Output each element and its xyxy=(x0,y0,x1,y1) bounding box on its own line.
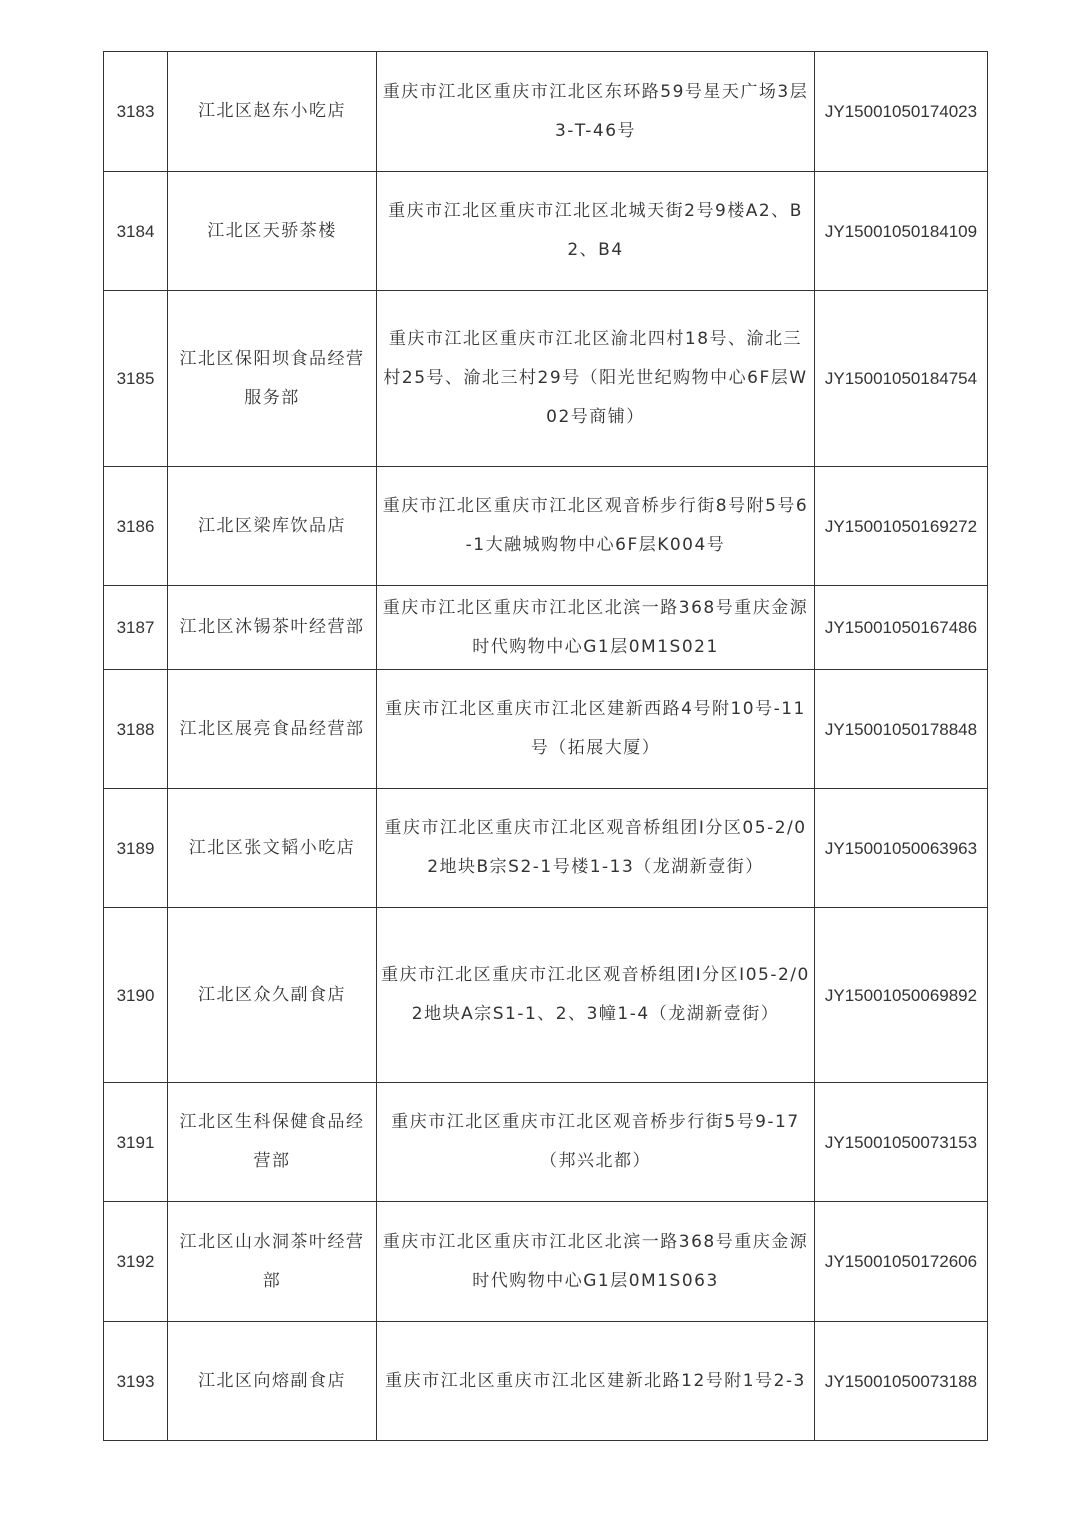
license-number: JY15001050069892 xyxy=(815,908,988,1083)
license-number: JY15001050073188 xyxy=(815,1322,988,1441)
row-number: 3190 xyxy=(104,908,168,1083)
business-address: 重庆市江北区重庆市江北区东环路59号星天广场3层3-T-46号 xyxy=(377,52,815,172)
license-number: JY15001050073153 xyxy=(815,1083,988,1202)
business-address: 重庆市江北区重庆市江北区北城天街2号9楼A2、B2、B4 xyxy=(377,172,815,291)
business-name: 江北区保阳坝食品经营服务部 xyxy=(168,291,377,467)
row-number: 3191 xyxy=(104,1083,168,1202)
business-name: 江北区山水洞茶叶经营部 xyxy=(168,1202,377,1322)
business-address: 重庆市江北区重庆市江北区建新北路12号附1号2-3 xyxy=(377,1322,815,1441)
business-address: 重庆市江北区重庆市江北区观音桥组团I分区05-2/02地块B宗S2-1号楼1-13（龙湖新壹街） xyxy=(377,789,815,908)
business-name: 江北区众久副食店 xyxy=(168,908,377,1083)
table-row xyxy=(104,52,988,172)
business-name: 江北区梁库饮品店 xyxy=(168,467,377,586)
row-number: 3187 xyxy=(104,586,168,670)
license-number: JY15001050169272 xyxy=(815,467,988,586)
table-row xyxy=(104,1202,988,1322)
business-name: 江北区沐锡茶叶经营部 xyxy=(168,586,377,670)
license-number: JY15001050184754 xyxy=(815,291,988,467)
business-address: 重庆市江北区重庆市江北区渝北四村18号、渝北三村25号、渝北三村29号（阳光世纪购物中心6F层W02号商铺） xyxy=(377,291,815,467)
row-number: 3183 xyxy=(104,52,168,172)
row-number: 3192 xyxy=(104,1202,168,1322)
business-name: 江北区张文韬小吃店 xyxy=(168,789,377,908)
business-name: 江北区赵东小吃店 xyxy=(168,52,377,172)
row-number: 3186 xyxy=(104,467,168,586)
row-number: 3188 xyxy=(104,670,168,789)
table-row xyxy=(104,586,988,670)
row-number: 3193 xyxy=(104,1322,168,1441)
business-address: 重庆市江北区重庆市江北区观音桥组团I分区I05-2/02地块A宗S1-1、2、3幢1-4（龙湖新壹街） xyxy=(377,908,815,1083)
business-name: 江北区展亮食品经营部 xyxy=(168,670,377,789)
registry-table xyxy=(103,51,988,1441)
business-name: 江北区天骄茶楼 xyxy=(168,172,377,291)
business-address: 重庆市江北区重庆市江北区建新西路4号附10号-11号（拓展大厦） xyxy=(377,670,815,789)
business-name: 江北区生科保健食品经营部 xyxy=(168,1083,377,1202)
table-row xyxy=(104,467,988,586)
table-row xyxy=(104,1322,988,1441)
table-row xyxy=(104,789,988,908)
table-row xyxy=(104,291,988,467)
business-address: 重庆市江北区重庆市江北区观音桥步行街8号附5号6-1大融城购物中心6F层K004号 xyxy=(377,467,815,586)
license-number: JY15001050174023 xyxy=(815,52,988,172)
row-number: 3184 xyxy=(104,172,168,291)
table-row xyxy=(104,1083,988,1202)
table-row xyxy=(104,172,988,291)
license-number: JY15001050167486 xyxy=(815,586,988,670)
license-number: JY15001050172606 xyxy=(815,1202,988,1322)
license-number: JY15001050184109 xyxy=(815,172,988,291)
table-row xyxy=(104,670,988,789)
table-row xyxy=(104,908,988,1083)
business-address: 重庆市江北区重庆市江北区观音桥步行街5号9-17（邦兴北都） xyxy=(377,1083,815,1202)
row-number: 3185 xyxy=(104,291,168,467)
license-number: JY15001050178848 xyxy=(815,670,988,789)
license-number: JY15001050063963 xyxy=(815,789,988,908)
registry-table-body xyxy=(104,52,988,1441)
business-address: 重庆市江北区重庆市江北区北滨一路368号重庆金源时代购物中心G1层0M1S021 xyxy=(377,586,815,670)
business-name: 江北区向熔副食店 xyxy=(168,1322,377,1441)
row-number: 3189 xyxy=(104,789,168,908)
business-address: 重庆市江北区重庆市江北区北滨一路368号重庆金源时代购物中心G1层0M1S063 xyxy=(377,1202,815,1322)
